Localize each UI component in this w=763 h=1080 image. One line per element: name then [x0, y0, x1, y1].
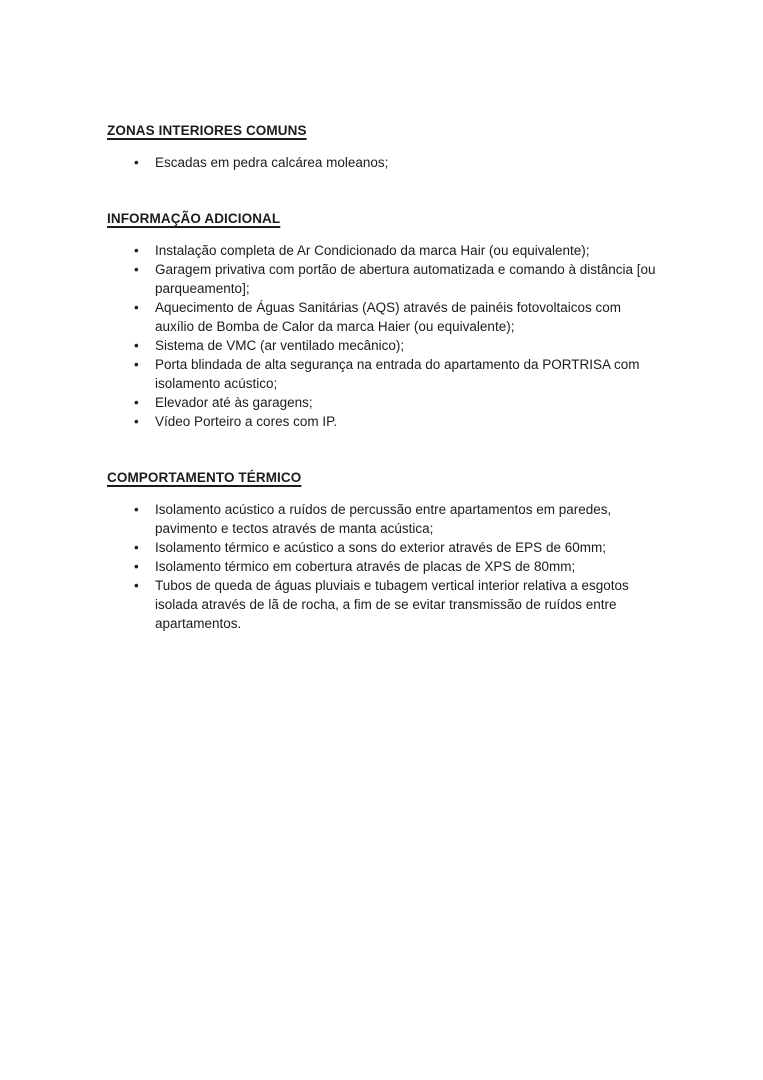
bullet-list: [107, 500, 660, 633]
list-item: • Isolamento térmico em cobertura através de placas de XPS de 80mm;: [155, 557, 660, 576]
section-heading: COMPORTAMENTO TÉRMICO: [107, 470, 302, 485]
section-heading: INFORMAÇÃO ADICIONAL: [107, 211, 281, 226]
list-item: • Porta blindada de alta segurança na entrada do apartamento da PORTRISA com isolamento acústico;: [155, 355, 660, 393]
list-item: • Isolamento térmico e acústico a sons do exterior através de EPS de 60mm;: [155, 538, 660, 557]
list-item: • Isolamento acústico a ruídos de percussão entre apartamentos em paredes, pavimento e tectos através de manta acústica;: [155, 500, 660, 538]
bullet-list: [107, 241, 660, 431]
list-item: • Elevador até às garagens;: [155, 393, 660, 412]
list-item: • Instalação completa de Ar Condicionado da marca Hair (ou equivalente);: [155, 241, 660, 260]
list-item: • Garagem privativa com portão de abertura automatizada e comando à distância [ou parqueamento];: [155, 260, 660, 298]
bullet-list: [107, 153, 660, 172]
document-section: [107, 209, 657, 431]
list-item: • Tubos de queda de águas pluviais e tubagem vertical interior relativa a esgotos isolada através de lã de rocha, a fim de se evitar transmissão de ruídos entre apartamentos.: [155, 576, 660, 633]
document-section: [107, 121, 657, 172]
document-section: [107, 468, 657, 633]
section-heading: ZONAS INTERIORES COMUNS: [107, 123, 307, 138]
list-item: • Escadas em pedra calcárea moleanos;: [155, 153, 660, 172]
list-item: • Vídeo Porteiro a cores com IP.: [155, 412, 660, 431]
list-item: • Aquecimento de Águas Sanitárias (AQS) através de painéis fotovoltaicos com auxílio de Bomba de Calor da marca Haier (ou equivalente);: [155, 298, 660, 336]
list-item: • Sistema de VMC (ar ventilado mecânico);: [155, 336, 660, 355]
